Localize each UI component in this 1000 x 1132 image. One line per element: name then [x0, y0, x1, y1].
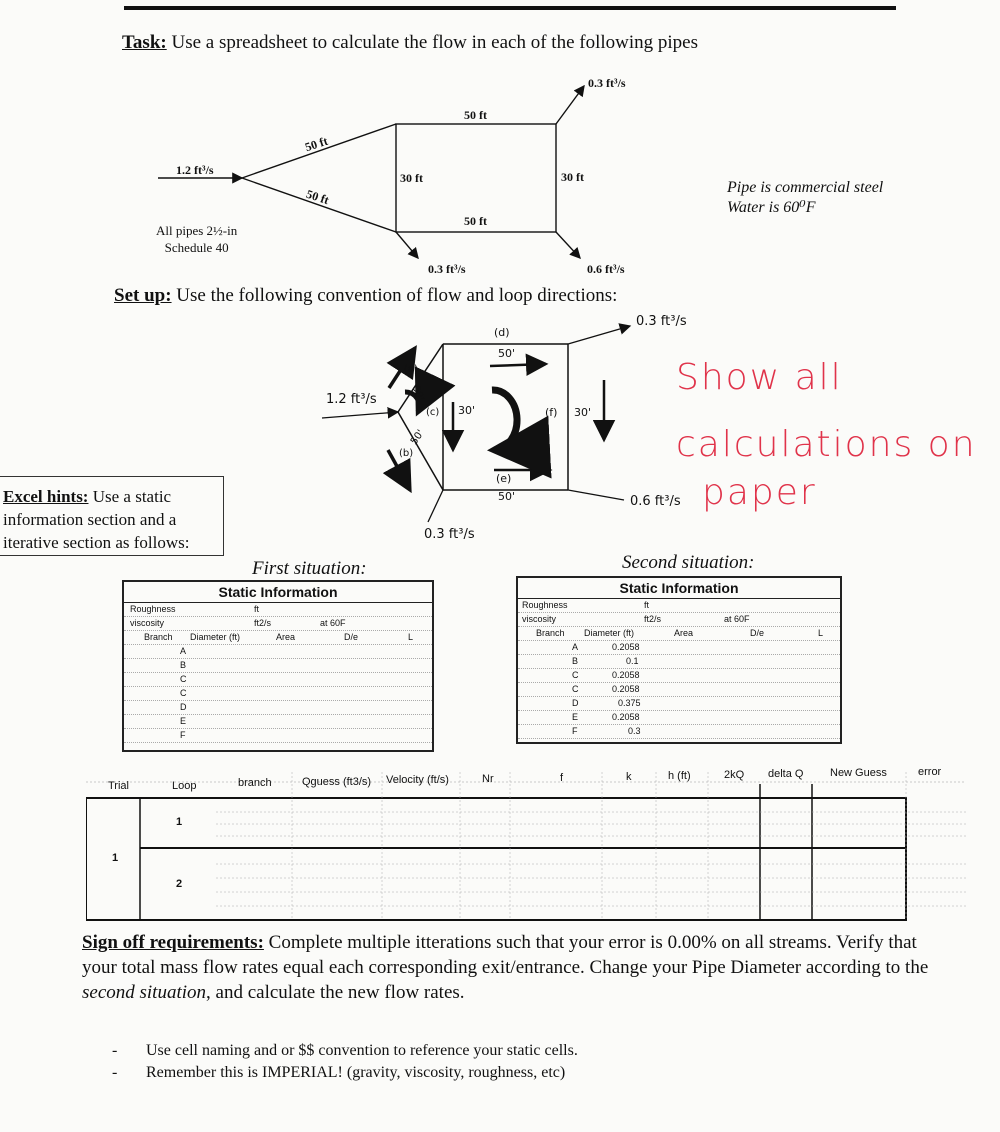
first-col-branch: Branch [144, 632, 173, 642]
col-2kq: 2kQ [724, 769, 745, 781]
col-branch: branch [238, 777, 272, 789]
handwritten-note-line3: paper [702, 472, 817, 513]
col-k: k [626, 771, 632, 783]
top-length-label: 50' [498, 347, 516, 360]
list-item [112, 1040, 578, 1062]
first-row-d [124, 701, 432, 715]
setup-text: Use the following convention of flow and loop directions: [176, 285, 618, 306]
second-roughness-row [518, 599, 840, 613]
first-viscosity-row [124, 617, 432, 631]
second-diameter-d: 0.375 [618, 698, 641, 708]
task-text: Use a spreadsheet to calculate the flow in each of the following pipes [171, 32, 699, 53]
pipe-notes [727, 178, 883, 218]
excel-hints-label: Excel hints: [3, 487, 89, 506]
first-roughness-row [124, 603, 432, 617]
first-branch-e: E [180, 716, 187, 726]
first-static-header: Static Information [124, 582, 432, 603]
bullet-text: Remember this is IMPERIAL! (gravity, viscosity, roughness, etc) [146, 1064, 566, 1081]
first-row-e [124, 715, 432, 729]
setup-label: Set up: [114, 285, 172, 306]
second-branch-f: F [572, 726, 578, 736]
first-branch-c1: C [180, 674, 187, 684]
second-static-table [516, 576, 842, 744]
second-row-c2 [518, 683, 840, 697]
inflow-label: 1.2 ft³/s [176, 163, 214, 177]
first-branch-b: B [180, 660, 187, 670]
first-branch-d: D [180, 702, 187, 712]
branch-b-length: 50' [408, 428, 427, 447]
second-viscosity-label: viscosity [522, 614, 557, 624]
convention-inflow: 1.2 ft³/s [326, 392, 377, 407]
second-branch-c2: C [572, 684, 579, 694]
bullet-marker: - [112, 1042, 118, 1059]
pipe-network-diagram [0, 0, 1000, 300]
second-diameter-e: 0.2058 [612, 712, 640, 722]
second-row-e [518, 711, 840, 725]
bullet-text: Use cell naming and or $$ convention to reference your static cells. [146, 1042, 578, 1059]
first-static-table [122, 580, 434, 752]
second-column-header-row [518, 627, 840, 641]
branch-f-label: (f) [545, 406, 558, 419]
second-col-de: D/e [750, 628, 765, 638]
bottom-length-label: 50' [498, 490, 516, 503]
iterative-table [86, 762, 966, 922]
first-row-a [124, 645, 432, 659]
first-branch-f: F [180, 730, 186, 740]
first-viscosity-label: viscosity [130, 618, 165, 628]
excel-hints-text: Use a static information section and a iterative section as follows: [3, 487, 190, 552]
second-branch-d: D [572, 698, 579, 708]
outflow-top-right: 0.3 ft³/s [588, 76, 626, 90]
first-situation-title: First situation: [252, 558, 367, 579]
col-delta-q: delta Q [768, 768, 804, 780]
second-branch-b: B [572, 656, 579, 666]
list-item [112, 1062, 578, 1084]
second-row-a [518, 641, 840, 655]
first-viscosity-note: at 60F [320, 618, 346, 628]
requirements-list [112, 1040, 578, 1084]
second-row-c1 [518, 669, 840, 683]
signoff-text-1: Complete multiple itterations such that your error is 0.00% on all streams. Verify that your total mass flow rates equal each corresponding exit/entrance. Change your Pipe Diameter according to the [82, 932, 929, 978]
second-col-l: L [818, 628, 824, 638]
second-branch-a: A [572, 642, 579, 652]
second-viscosity-note: at 60F [724, 614, 750, 624]
loop-1-number: 1 [176, 816, 183, 828]
pipe-material-note: Pipe is commercial steel [727, 179, 884, 196]
branch-a-label: (a) [404, 364, 418, 375]
first-row-f [124, 729, 432, 743]
water-temp-note: Water is 60⁰F [727, 199, 816, 216]
second-roughness-unit: ft [644, 600, 650, 610]
right-length-label: 30' [574, 406, 592, 419]
pipe-spec [156, 222, 237, 256]
handwritten-note-line2: calculations on [676, 424, 977, 465]
second-row-f [518, 725, 840, 739]
first-roughness-unit: ft [254, 604, 260, 614]
first-col-diameter: Diameter (ft) [190, 632, 241, 642]
branch-c-label: (c) [426, 407, 440, 418]
first-row-c1 [124, 673, 432, 687]
bottom-pipe-length: 50 ft [464, 214, 487, 228]
pipe-spec-line2: Schedule 40 [164, 240, 229, 255]
left-length-label: 30' [458, 404, 476, 417]
col-nr: Nr [482, 773, 494, 785]
col-loop: Loop [172, 780, 197, 792]
second-diameter-b: 0.1 [626, 656, 639, 666]
right-vertical-length: 30 ft [561, 170, 584, 184]
second-diameter-a: 0.2058 [612, 642, 640, 652]
left-vertical-length: 30 ft [400, 171, 423, 185]
task-label: Task: [122, 32, 167, 53]
pipe-spec-line1: All pipes 2½-in [156, 223, 238, 238]
lower-left-pipe-length: 50 ft [304, 186, 331, 208]
second-static-header: Static Information [518, 578, 840, 599]
iterative-grid [86, 762, 966, 922]
signoff-text-2: , and calculate the new flow rates. [206, 982, 465, 1003]
top-pipe-length: 50 ft [464, 108, 487, 122]
second-situation-title: Second situation: [622, 552, 755, 573]
first-col-area: Area [276, 632, 296, 642]
outflow-bottom-left: 0.3 ft³/s [428, 262, 466, 276]
first-row-c2 [124, 687, 432, 701]
trial-number: 1 [112, 852, 119, 864]
loop-2-number: 2 [176, 878, 183, 890]
second-col-diameter: Diameter (ft) [584, 628, 635, 638]
second-diameter-f: 0.3 [628, 726, 641, 736]
second-diameter-c2: 0.2058 [612, 684, 640, 694]
col-velocity: Velocity (ft/s) [386, 774, 449, 786]
signoff-requirements [82, 930, 942, 1005]
outflow-bottom-right: 0.6 ft³/s [587, 262, 625, 276]
signoff-label: Sign off requirements: [82, 932, 264, 953]
col-error: error [918, 766, 942, 778]
branch-e-label: (e) [496, 472, 512, 485]
col-new-guess: New Guess [830, 767, 887, 779]
col-qguess: Qguess (ft3/s) [302, 776, 372, 788]
second-branch-e: E [572, 712, 579, 722]
col-f: f [560, 772, 564, 784]
first-roughness-label: Roughness [130, 604, 176, 614]
second-branch-c1: C [572, 670, 579, 680]
first-row-b [124, 659, 432, 673]
first-col-l: L [408, 632, 414, 642]
first-branch-a: A [180, 646, 187, 656]
second-col-branch: Branch [536, 628, 565, 638]
convention-out-right: 0.6 ft³/s [630, 494, 681, 509]
bullet-marker: - [112, 1064, 118, 1081]
excel-hints-box [0, 476, 224, 556]
branch-a-length: 50' [409, 384, 426, 403]
second-row-d [518, 697, 840, 711]
second-row-b [518, 655, 840, 669]
second-viscosity-row [518, 613, 840, 627]
handwritten-note-line1: Show all [676, 357, 843, 398]
first-viscosity-unit: ft2/s [254, 618, 272, 628]
col-trial: Trial [108, 780, 129, 792]
col-h: h (ft) [668, 770, 691, 782]
first-col-de: D/e [344, 632, 359, 642]
first-branch-c2: C [180, 688, 187, 698]
second-roughness-label: Roughness [522, 600, 568, 610]
convention-out-top: 0.3 ft³/s [636, 314, 687, 329]
branch-b-label: (b) [399, 448, 414, 459]
signoff-emphasis: second situation [82, 982, 207, 1003]
first-column-header-row [124, 631, 432, 645]
branch-d-label: (d) [494, 326, 510, 339]
second-col-area: Area [674, 628, 694, 638]
second-viscosity-unit: ft2/s [644, 614, 662, 624]
convention-out-bottom: 0.3 ft³/s [424, 527, 475, 542]
upper-left-pipe-length: 50 ft [303, 133, 330, 155]
second-diameter-c1: 0.2058 [612, 670, 640, 680]
